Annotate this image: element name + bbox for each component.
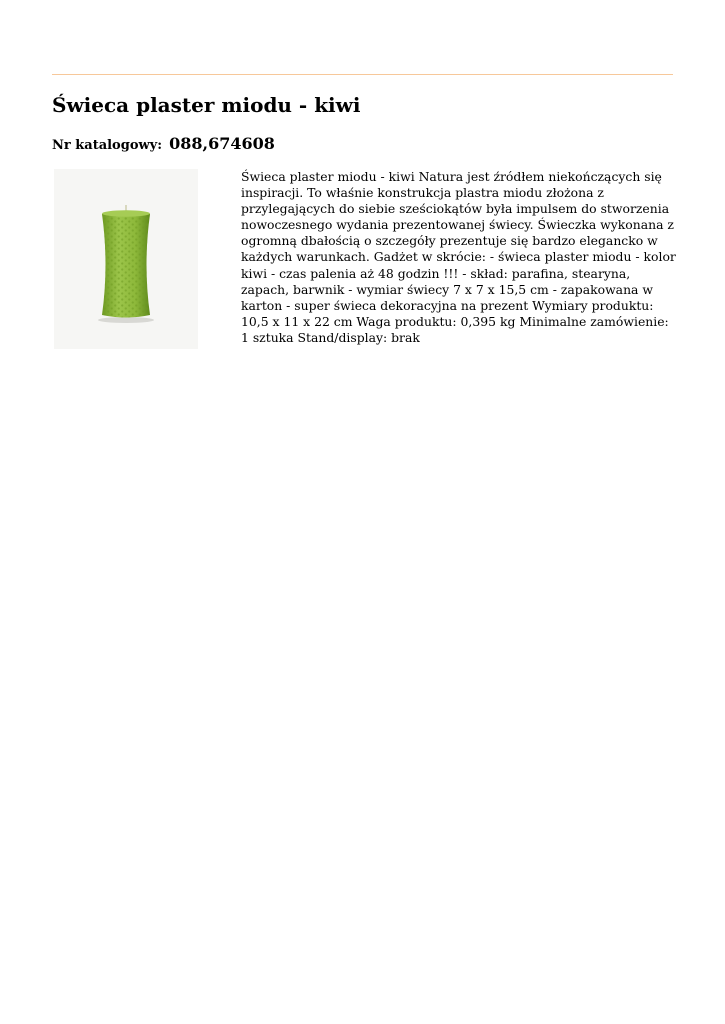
catalog-number-line (52, 134, 275, 153)
header-divider (52, 74, 673, 75)
page-title: Świeca plaster miodu - kiwi (52, 93, 361, 117)
catalog-number-label: Nr katalogowy: (52, 138, 163, 153)
catalog-number-value: 088,674608 (169, 134, 275, 153)
product-image (54, 169, 198, 349)
product-description: Świeca plaster miodu - kiwi Natura jest źródłem niekończących się inspiracji. To właśnie konstrukcja plastra miodu złożona z przylegających do siebie sześciokątów była impulsem do stworzenia nowoczesnego wydania prezentowanej świecy. Świeczka wykonana z ogromną dbałością o szczegóły prezentuje się bardzo elegancko w każdych warunkach. Gadżet w skrócie: - świeca plaster miodu - kolor kiwi - czas palenia aż 48 godzin !!! - skład: parafina, stearyna, zapach, barwnik - wymiar świecy 7 x 7 x 15,5 cm - zapakowana w karton - super świeca dekoracyjna na prezent Wymiary produktu: 10,5 x 11 x 22 cm Waga produktu: 0,395 kg Minimalne zamówienie: 1 sztuka Stand/display: brak (241, 169, 676, 345)
candle-image (54, 169, 198, 349)
